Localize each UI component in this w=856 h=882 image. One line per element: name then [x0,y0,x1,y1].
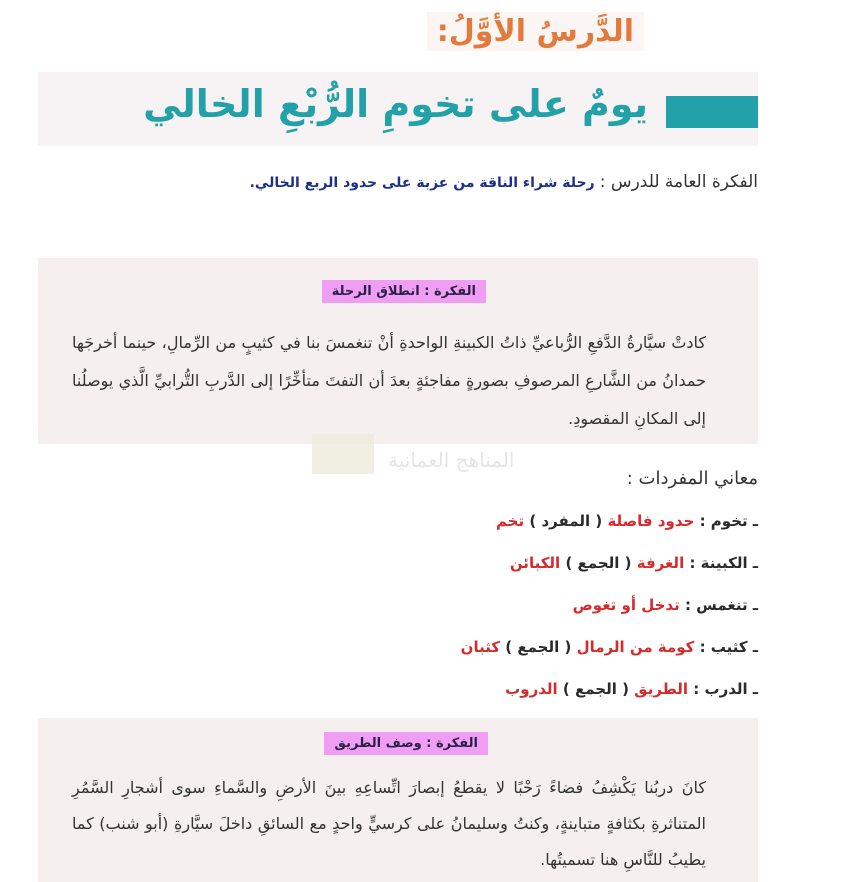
vocab-word: ـ الدرب : [693,680,758,698]
vocab-item [461,596,758,638]
main-idea-value: رحلة شراء الناقة من عزبة على حدود الربع الخالي. [249,175,595,191]
lesson-number: الدَّرسُ الأوَّلُ: [427,12,644,51]
vocab-note: ( الجمع ) [505,638,572,656]
vocab-related: كثبان [460,638,501,656]
watermark-text: المناهج العمانية [388,448,515,472]
vocab-related: تخم [495,512,525,530]
title-band [38,72,758,146]
vocab-item [461,638,758,680]
vocab-related: الدروب [505,680,558,698]
idea-tag: الفكرة : انطلاق الرحلة [322,280,486,303]
vocab-meaning: الغرفة [636,554,685,572]
vocab-item [461,512,758,554]
idea-tag: الفكرة : وصف الطريق [324,732,488,755]
idea-box-launch [38,258,758,444]
vocab-note: ( الجمع ) [565,554,632,572]
vocab-list [461,512,758,722]
main-idea [250,172,758,192]
vocab-meaning: حدود فاصلة [607,512,695,530]
vocab-note: ( الجمع ) [562,680,629,698]
passage-text: كانَ دربُنا يَكْشِفُ فضاءً رَحْبًا لا يقطعُ إبصارَ اتِّساعِهِ بينَ الأرضِ والسَّماءِ سوى أشجارِ السَّمُرِ المتناثرةِ بكثافةٍ متباينةٍ، وكنتُ وسليمانُ على كرسيٍّ واحدٍ مع السائقِ داخلَ سيَّارةِ (أبو شنب) كما يطيبُ للنَّاسِ هنا تسميتُها. [72,778,706,869]
vocab-meaning: الطريق [634,680,689,698]
vocab-item [461,554,758,596]
vocab-word: ـ تخوم : [699,512,758,530]
vocab-word: ـ تنغمس : [684,596,758,614]
watermark-logo [312,434,374,474]
idea-box-road [38,718,758,882]
vocab-note: ( المفرد ) [529,512,603,530]
passage-text: كادتْ سيَّارةُ الدَّفعِ الرُّباعيِّ ذاتُ الكبينةِ الواحدةِ أنْ تنغمسَ بنا في كثيبٍ من الرِّمالِ، حينما أخرجَها حمدانُ من الشَّارعِ المرصوفِ بصورةٍ مفاجئةٍ بعدَ أن التفتَ متأخِّرًا إلى الدَّربِ التُّرابيِّ الَّذي يوصلُنا إلى المكانِ المقصودِ. [72,333,706,428]
vocab-related: الكبائن [509,554,561,572]
lesson-title: يومٌ على تخومِ الرُّبْعِ الخالي [143,82,648,126]
title-accent-bar [666,96,758,128]
vocab-heading: معاني المفردات : [626,468,758,489]
vocab-word: ـ كثيب : [699,638,758,656]
vocab-meaning: تدخل أو تغوص [572,596,680,614]
main-idea-label: الفكرة العامة للدرس : [599,172,758,192]
vocab-item [461,680,758,722]
vocab-word: ـ الكبينة : [689,554,758,572]
vocab-meaning: كومة من الرمال [576,638,695,656]
